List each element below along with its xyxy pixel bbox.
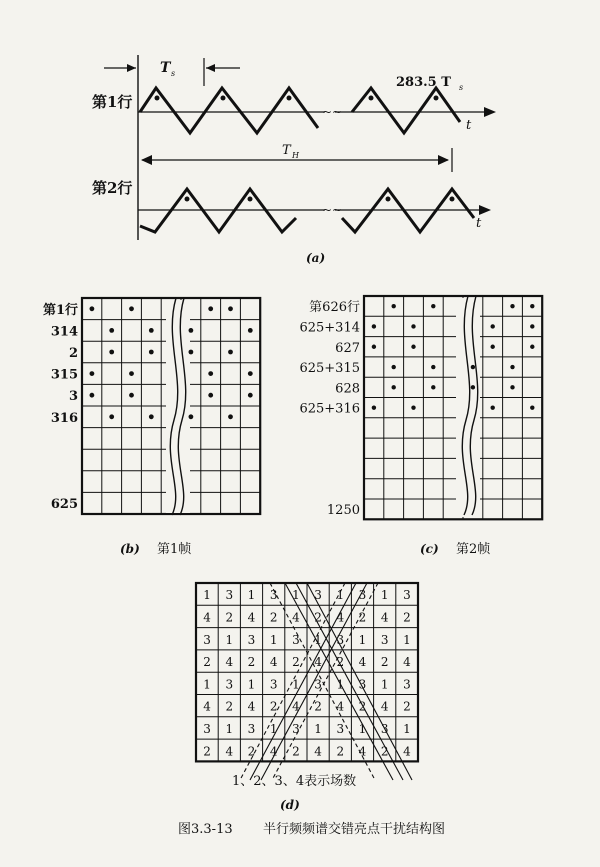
grid-b-dot xyxy=(129,306,134,311)
grid-b-row-label: 314 xyxy=(50,324,78,340)
caption-c-text: 第2帧 xyxy=(456,542,491,557)
grid-d-cell: 2 xyxy=(269,610,278,625)
grid-d-cell: 4 xyxy=(336,610,345,625)
grid-b-dot xyxy=(90,306,95,311)
grid-d-cell: 2 xyxy=(358,699,367,714)
row1-label: 第1行 xyxy=(92,93,133,111)
grid-d-cell: 3 xyxy=(292,632,300,647)
row1-break-mark: ~~ xyxy=(322,105,343,119)
grid-c-dot xyxy=(392,365,396,369)
figure-title: 半行频频谱交错亮点干扰结构图 xyxy=(263,822,446,837)
figure-d xyxy=(196,583,418,812)
ts-label: T xyxy=(160,60,171,76)
row2-peak-dot xyxy=(386,197,391,202)
row1-wave-left xyxy=(140,88,318,133)
grid-d-cell: 1 xyxy=(358,721,367,736)
grid-d-cell: 1 xyxy=(269,632,278,647)
grid-c-dot xyxy=(510,304,514,308)
grid-d-cell: 3 xyxy=(380,632,389,647)
grid-b-dot xyxy=(228,350,233,355)
grid-d-cell: 1 xyxy=(225,721,234,736)
grid-d-cell: 1 xyxy=(336,677,345,692)
caption-b-letter: (b) xyxy=(120,542,140,556)
grid-c-dot xyxy=(530,345,534,349)
grid-c-dot xyxy=(431,304,435,308)
grid-d-cell: 2 xyxy=(203,744,211,759)
grid-c-row-label: 625+315 xyxy=(299,361,360,377)
row1-peak-dot xyxy=(287,96,292,101)
grid-d-cell: 2 xyxy=(336,655,345,670)
grid-d-cell: 1 xyxy=(314,721,322,736)
grid-b-dot xyxy=(149,350,154,355)
grid-b xyxy=(82,298,260,514)
grid-b-dot xyxy=(208,371,213,376)
figure-number: 图3.3-13 xyxy=(178,822,233,837)
grid-b-dot xyxy=(109,350,114,355)
grid-c-dot xyxy=(372,405,376,409)
caption-b-text: 第1帧 xyxy=(157,542,192,557)
grid-d-cell: 1 xyxy=(336,588,345,603)
grid-b-dot xyxy=(248,328,253,333)
caption-a: (a) xyxy=(306,251,326,265)
grid-d-cell: 2 xyxy=(269,699,278,714)
grid-b-dot xyxy=(248,393,253,398)
grid-d-cell: 2 xyxy=(203,655,211,670)
grid-d-cell: 2 xyxy=(292,744,300,759)
grid-c-dot xyxy=(411,345,415,349)
grid-d-cell: 2 xyxy=(314,699,322,714)
grid-b-dot xyxy=(90,393,95,398)
grid-c-border xyxy=(364,296,542,519)
grid-d-cell: 4 xyxy=(403,655,411,670)
grid-d-cell: 1 xyxy=(269,721,278,736)
grid-c-dot xyxy=(491,345,495,349)
main-caption xyxy=(178,821,445,837)
grid-d xyxy=(196,583,418,761)
th-arrow-right-head xyxy=(438,155,449,165)
grid-d-cell: 3 xyxy=(247,721,256,736)
grid-d-cell: 1 xyxy=(203,588,211,603)
grid-d-cell: 4 xyxy=(269,744,278,759)
row2-peak-dot xyxy=(450,197,455,202)
grid-d-cell: 2 xyxy=(380,744,389,759)
grid-d-cell: 1 xyxy=(403,721,411,736)
row1-peak-dot xyxy=(434,96,439,101)
grid-d-cell: 4 xyxy=(336,699,345,714)
figure-b xyxy=(43,298,260,557)
grid-b-gap xyxy=(166,300,190,513)
grid-d-cell: 4 xyxy=(247,610,256,625)
row1-peak-dot xyxy=(155,96,160,101)
grid-b-dot xyxy=(129,393,134,398)
th-arrow-left-head xyxy=(141,155,152,165)
grid-d-cell: 3 xyxy=(358,588,367,603)
grid-b-dot xyxy=(149,414,154,419)
grid-d-cell: 3 xyxy=(203,632,211,647)
grid-b-dot xyxy=(228,306,233,311)
grid-c-dot xyxy=(411,324,415,328)
grid-d-cell: 2 xyxy=(336,744,345,759)
grid-c-dot xyxy=(411,405,415,409)
grid-d-cell: 2 xyxy=(358,610,367,625)
grid-d-cell: 4 xyxy=(292,699,300,714)
ts-arrow-left-head xyxy=(127,64,136,72)
grid-b-dot xyxy=(189,350,194,355)
grid-c-dot xyxy=(510,385,514,389)
row2-axis-arrow xyxy=(479,205,491,215)
grid-d-cell: 1 xyxy=(358,632,367,647)
grid-d-cell: 2 xyxy=(314,610,322,625)
grid-d-cell: 2 xyxy=(403,699,411,714)
ts-subscript: s xyxy=(171,69,176,78)
row2-peak-dot xyxy=(248,197,253,202)
count-subscript: s xyxy=(459,83,464,92)
grid-c-row-label: 第626行 xyxy=(309,300,360,316)
grid-b-row-labels xyxy=(43,302,78,512)
row1-wave-right xyxy=(352,88,460,133)
grid-d-cell: 3 xyxy=(336,721,345,736)
grid-d-cell: 4 xyxy=(358,744,367,759)
count-label: 283.5 T xyxy=(396,75,451,90)
grid-c-dot xyxy=(372,345,376,349)
grid-d-cell: 1 xyxy=(203,677,211,692)
grid-d-cell: 4 xyxy=(225,744,234,759)
grid-d-cell: 4 xyxy=(292,610,300,625)
th-label: T xyxy=(282,143,291,158)
grid-d-cell: 4 xyxy=(358,655,367,670)
row2-label: 第2行 xyxy=(92,179,133,197)
grid-d-cell: 2 xyxy=(247,655,256,670)
row2-peak-dot xyxy=(185,197,190,202)
grid-c-dot xyxy=(392,385,396,389)
caption-d-letter: (d) xyxy=(280,798,300,812)
grid-d-cell: 1 xyxy=(380,677,389,692)
grid-b-dot xyxy=(248,371,253,376)
ts-arrow-right-head xyxy=(206,64,215,72)
grid-c-dot xyxy=(471,365,475,369)
grid-c-dot xyxy=(372,324,376,328)
grid-d-cell: 4 xyxy=(225,655,234,670)
row1-axis-arrow xyxy=(484,107,496,117)
grid-d-cell: 4 xyxy=(203,699,211,714)
grid-c-dot xyxy=(471,385,475,389)
grid-d-cell: 1 xyxy=(225,632,234,647)
grid-d-cell: 1 xyxy=(292,588,300,603)
grid-d-cell: 3 xyxy=(269,677,278,692)
grid-b-dot xyxy=(90,371,95,376)
grid-d-cell: 3 xyxy=(225,677,234,692)
grid-d-cell: 3 xyxy=(403,588,411,603)
grid-d-cell: 3 xyxy=(314,588,322,603)
grid-d-cell: 1 xyxy=(380,588,389,603)
grid-c-row-labels xyxy=(299,300,360,518)
grid-c-dot xyxy=(510,365,514,369)
caption-c-letter: (c) xyxy=(420,542,439,556)
figure-c xyxy=(299,296,542,557)
grid-c-dot xyxy=(530,405,534,409)
grid-b-row-label: 625 xyxy=(50,497,78,513)
grid-b-row-label: 316 xyxy=(50,410,78,426)
row2-t-label: t xyxy=(476,216,482,231)
grid-d-cell: 1 xyxy=(247,677,256,692)
grid-c-row-label: 625+314 xyxy=(299,320,360,336)
row1-t-label: t xyxy=(466,118,472,133)
grid-d-cell: 4 xyxy=(380,699,389,714)
grid-d-cell: 2 xyxy=(292,655,300,670)
grid-d-cell: 3 xyxy=(403,677,411,692)
grid-c-dot xyxy=(530,304,534,308)
grid-d-cell: 2 xyxy=(225,610,234,625)
grid-b-row-label: 315 xyxy=(50,367,78,383)
row1-peak-dot xyxy=(369,96,374,101)
grid-d-cell: 3 xyxy=(269,588,278,603)
grid-d-cell: 3 xyxy=(336,632,345,647)
grid-d-cell: 2 xyxy=(225,699,234,714)
grid-d-cell: 1 xyxy=(314,632,322,647)
grid-d-cell: 3 xyxy=(380,721,389,736)
grid-d-cell: 1 xyxy=(247,588,256,603)
grid-b-dot xyxy=(129,371,134,376)
grid-b-row-label: 第1行 xyxy=(42,302,78,318)
grid-d-cell: 4 xyxy=(203,610,211,625)
grid-d-cell: 4 xyxy=(247,699,256,714)
grid-d-cell: 4 xyxy=(314,655,322,670)
grid-d-cell: 2 xyxy=(380,655,389,670)
grid-d-cell: 4 xyxy=(314,744,322,759)
grid-c-dot xyxy=(491,405,495,409)
grid-c-dot xyxy=(491,324,495,328)
grid-c xyxy=(364,296,542,519)
grid-d-cell: 1 xyxy=(292,677,300,692)
grid-d-cell: 2 xyxy=(247,744,256,759)
grid-c-row-label: 627 xyxy=(335,340,360,356)
grid-d-cell: 2 xyxy=(403,610,411,625)
grid-d-cell: 3 xyxy=(314,677,322,692)
grid-b-dot xyxy=(228,414,233,419)
grid-d-cell: 4 xyxy=(380,610,389,625)
th-subscript: H xyxy=(292,151,299,160)
grid-d-cell: 4 xyxy=(403,744,411,759)
grid-b-row-label: 2 xyxy=(68,346,78,361)
row1-peak-dot xyxy=(221,96,226,101)
grid-c-dot xyxy=(530,324,534,328)
grid-b-dot xyxy=(109,328,114,333)
grid-c-row-label: 1250 xyxy=(326,503,360,519)
grid-d-cell: 3 xyxy=(203,721,211,736)
grid-c-dot xyxy=(431,365,435,369)
grid-d-cell: 3 xyxy=(247,632,256,647)
grid-b-dot xyxy=(109,414,114,419)
grid-d-cell: 3 xyxy=(358,677,367,692)
grid-b-dot xyxy=(189,414,194,419)
grid-c-dot xyxy=(431,385,435,389)
grid-b-row-label: 3 xyxy=(68,389,78,405)
grid-d-cell: 3 xyxy=(225,588,234,603)
grid-d-cell: 3 xyxy=(292,721,300,736)
grid-d-legend: 1、2、3、4表示场数 xyxy=(232,774,357,789)
grid-b-dot xyxy=(149,328,154,333)
grid-b-dot xyxy=(208,306,213,311)
grid-d-cell: 1 xyxy=(403,632,411,647)
grid-c-row-label: 625+316 xyxy=(299,401,360,417)
grid-b-dot xyxy=(208,393,213,398)
grid-d-cell: 4 xyxy=(269,655,278,670)
figure-a xyxy=(92,55,496,265)
row2-break-mark: ~~ xyxy=(322,203,343,217)
grid-c-dot xyxy=(392,304,396,308)
grid-b-dot xyxy=(189,328,194,333)
grid-c-row-label: 628 xyxy=(335,381,360,397)
